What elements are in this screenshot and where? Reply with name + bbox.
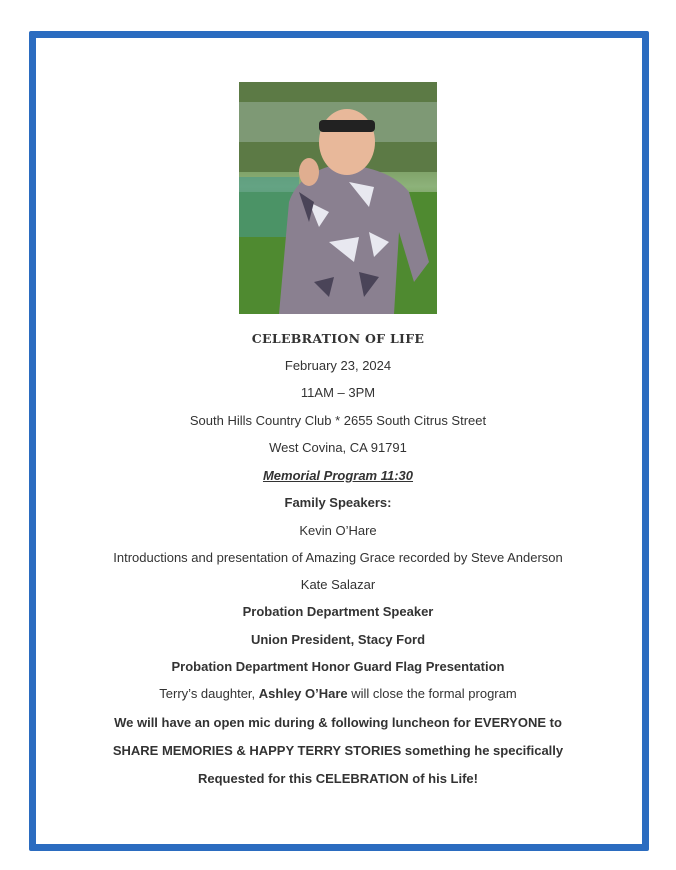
speaker-kevin: Kevin O’Hare	[299, 523, 377, 538]
event-time: 11AM – 3PM	[300, 385, 376, 400]
closing-name: Ashley O’Hare	[258, 686, 348, 701]
event-city: West Covina, CA 91791	[269, 440, 407, 455]
intro-line: Introductions and presentation of Amazing Grace recorded by Steve Anderson	[113, 550, 563, 565]
closing-suffix: will close the formal program	[347, 686, 517, 701]
open-mic-line-3: Requested for this CELEBRATION of his Life!	[198, 771, 478, 786]
union-president: Union President, Stacy Ford	[250, 632, 426, 647]
event-date: February 23, 2024	[284, 358, 392, 373]
photo-illustration	[239, 82, 437, 314]
closing-line	[0, 686, 676, 702]
honor-guard: Probation Department Honor Guard Flag Presentation	[171, 659, 505, 674]
probation-speaker: Probation Department Speaker	[242, 604, 434, 619]
speaker-kate: Kate Salazar	[300, 577, 376, 592]
event-title: CELEBRATION OF LIFE	[251, 331, 425, 346]
open-mic-line-2: SHARE MEMORIES & HAPPY TERRY STORIES something he specifically	[112, 743, 564, 758]
program-heading: Memorial Program 11:30	[262, 468, 414, 483]
memorial-photo	[239, 82, 437, 314]
event-venue: South Hills Country Club * 2655 South Citrus Street	[189, 413, 487, 428]
family-speakers-label: Family Speakers:	[284, 495, 392, 510]
open-mic-line-1: We will have an open mic during & following luncheon for EVERYONE to	[114, 715, 562, 730]
closing-prefix: Terry’s daughter,	[159, 686, 259, 701]
